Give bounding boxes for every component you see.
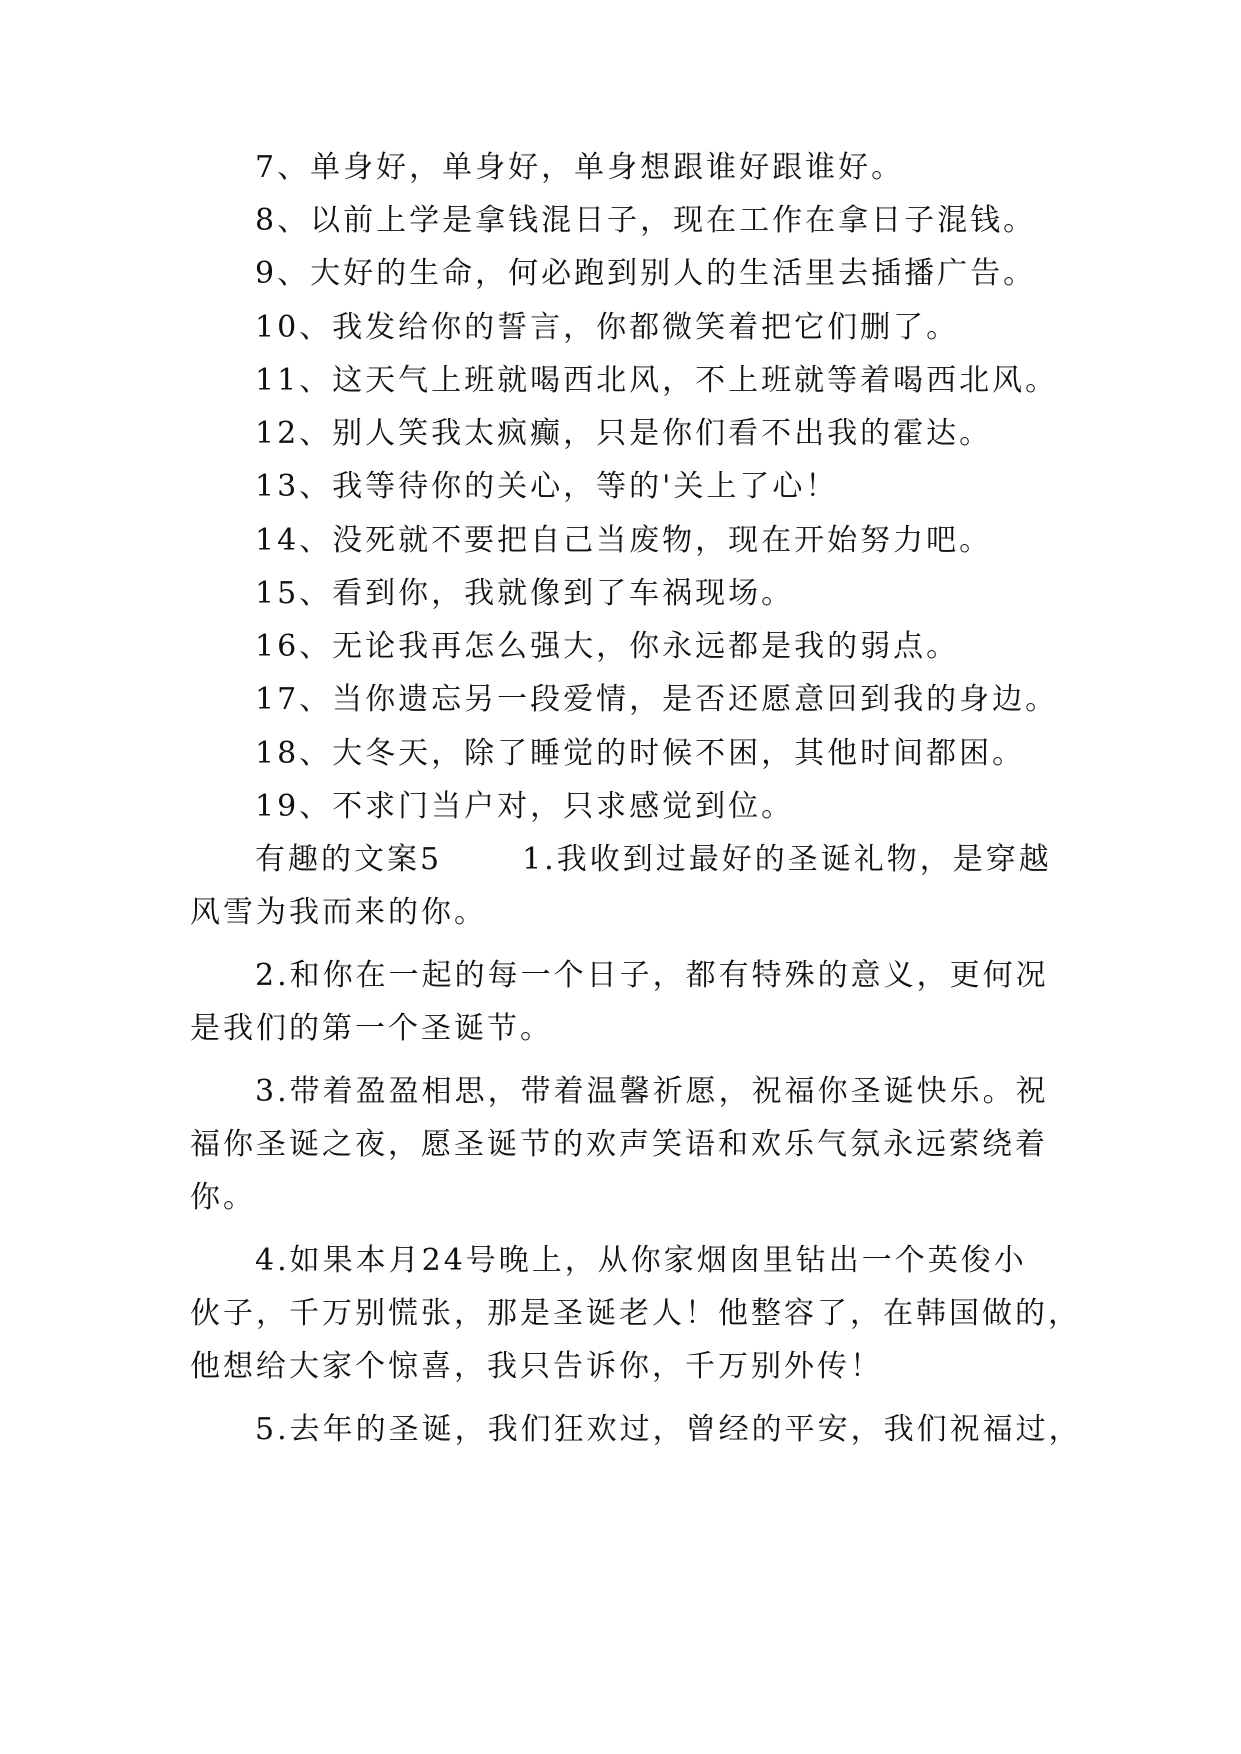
list-item: 8、以前上学是拿钱混日子，现在工作在拿日子混钱。 — [255, 203, 1037, 238]
paragraph-text: 5.去年的圣诞，我们狂欢过，曾经的平安，我们祝福过， — [255, 1412, 1082, 1447]
list-item: 11、这天气上班就喝西北风，不上班就等着喝西北风。 — [255, 363, 1059, 398]
paragraph-text: 福你圣诞之夜，愿圣诞节的欢声笑语和欢乐气氛永远萦绕着 — [190, 1127, 1048, 1162]
section-heading: 有趣的文案5 — [255, 842, 443, 877]
list-item: 18、大冬天，除了睡觉的时候不困，其他时间都困。 — [255, 736, 1026, 771]
paragraph-text: 3.带着盈盈相思，带着温馨祈愿，祝福你圣诞快乐。祝 — [255, 1074, 1049, 1109]
list-item: 9、大好的生命，何必跑到别人的生活里去插播广告。 — [255, 256, 1037, 291]
paragraph-text: 你。 — [190, 1180, 256, 1215]
list-item: 12、别人笑我太疯癫，只是你们看不出我的霍达。 — [255, 416, 993, 451]
list-item: 13、我等待你的关心，等的'关上了心！ — [255, 469, 839, 504]
list-item: 16、无论我再怎么强大，你永远都是我的弱点。 — [255, 629, 960, 664]
paragraph-text: 伙子，千万别慌张，那是圣诞老人！他整容了，在韩国做的， — [190, 1296, 1081, 1331]
paragraph-text: 2.和你在一起的每一个日子，都有特殊的意义，更何况 — [255, 958, 1049, 993]
paragraph-text: 1.我收到过最好的圣诞礼物，是穿越 — [522, 842, 1052, 877]
paragraph-text: 是我们的第一个圣诞节。 — [190, 1011, 553, 1046]
paragraph-text: 他想给大家个惊喜，我只告诉你，千万别外传！ — [190, 1349, 883, 1384]
paragraph-text: 4.如果本月24号晚上，从你家烟囱里钻出一个英俊小 — [255, 1243, 1027, 1278]
list-item: 15、看到你，我就像到了车祸现场。 — [255, 576, 795, 611]
paragraph-text: 风雪为我而来的你。 — [190, 895, 487, 930]
list-item: 10、我发给你的誓言，你都微笑着把它们删了。 — [255, 310, 960, 345]
list-item: 19、不求门当户对，只求感觉到位。 — [255, 789, 795, 824]
list-item: 7、单身好，单身好，单身想跟谁好跟谁好。 — [255, 150, 905, 185]
list-item: 17、当你遗忘另一段爱情，是否还愿意回到我的身边。 — [255, 682, 1059, 717]
section-first-line — [255, 840, 1052, 880]
list-item: 14、没死就不要把自己当废物，现在开始努力吧。 — [255, 523, 993, 558]
